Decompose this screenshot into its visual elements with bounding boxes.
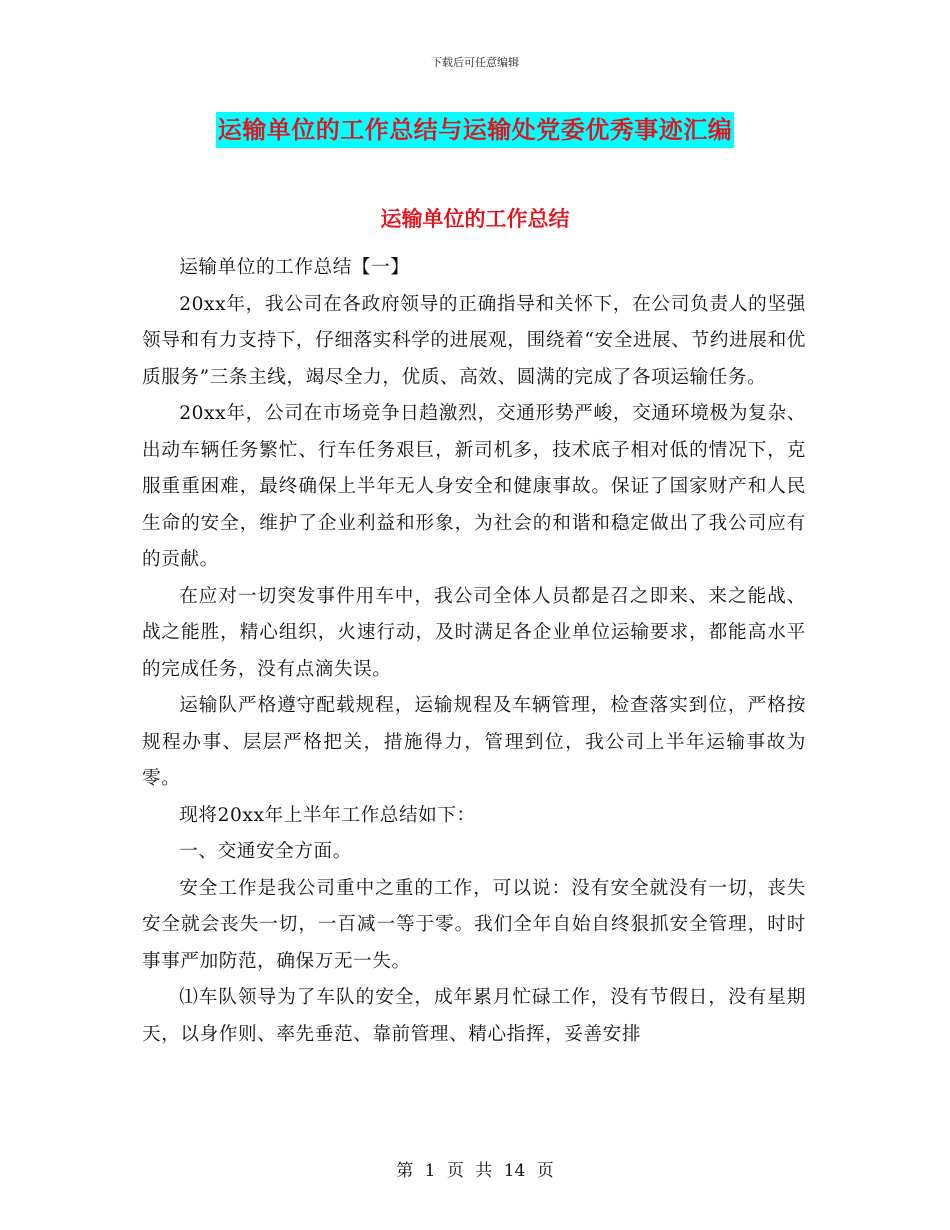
page-footer: 第 1 页 共 14 页 <box>396 1161 554 1181</box>
paragraph: 运输队严格遵守配载规程，运输规程及车辆管理，检查落实到位，严格按规程办事、层层严格把关，措施得力，管理到位，我公司上半年运输事故为零。 <box>142 695 806 789</box>
paragraph: 20xx年，我公司在各政府领导的正确指导和关怀下，在公司负责人的坚强领导和有力支持下，仔细落实科学的进展观，围绕着“安全进展、节约进展和优质服务”三条主线，竭尽全力，优质、高效、圆满的完成了各项运输任务。 <box>142 293 806 388</box>
paragraph: 20xx年，公司在市场竞争日趋激烈，交通形势严峻，交通环境极为复杂、出动车辆任务繁忙、行车任务艰巨，新司机多，技术底子相对低的情况下，克服重重困难，最终确保上半年无人身安全和健康事故。保证了国家财产和人民生命的安全，维护了企业利益和形象，为社会的和谐和稳定做出了我公司应有的贡献。 <box>142 403 806 570</box>
paragraph: ⑴车队领导为了车队的安全，成年累月忙碌工作，没有节假日，没有星期天，以身作则、率先垂范、靠前管理、精心指挥，妥善安排 <box>142 987 806 1045</box>
paragraph: 安全工作是我公司重中之重的工作，可以说：没有安全就没有一切，丧失安全就会丧失一切，一百减一等于零。我们全年自始自终狠抓安全管理，时时事事严加防范，确保万无一失。 <box>142 877 806 972</box>
document-body <box>142 222 806 1053</box>
section-title: 运输单位的工作总结 <box>380 206 570 231</box>
paragraph-subheading: 运输单位的工作总结【一】 <box>179 257 410 278</box>
paragraph: 在应对一切突发事件用车中，我公司全体人员都是召之即来、来之能战、战之能胜，精心组织，火速行动，及时满足各企业单位运输要求，都能高水平的完成任务，没有点滴失误。 <box>142 585 806 680</box>
document-title <box>0 112 950 148</box>
header-note: 下载后可任意编辑 <box>431 56 519 69</box>
document-title-text: 运输单位的工作总结与运输处党委优秀事迹汇编 <box>216 112 735 148</box>
paragraph: 现将20xx年上半年工作总结如下： <box>179 804 476 826</box>
paragraph-heading: 一、交通安全方面。 <box>179 841 352 862</box>
